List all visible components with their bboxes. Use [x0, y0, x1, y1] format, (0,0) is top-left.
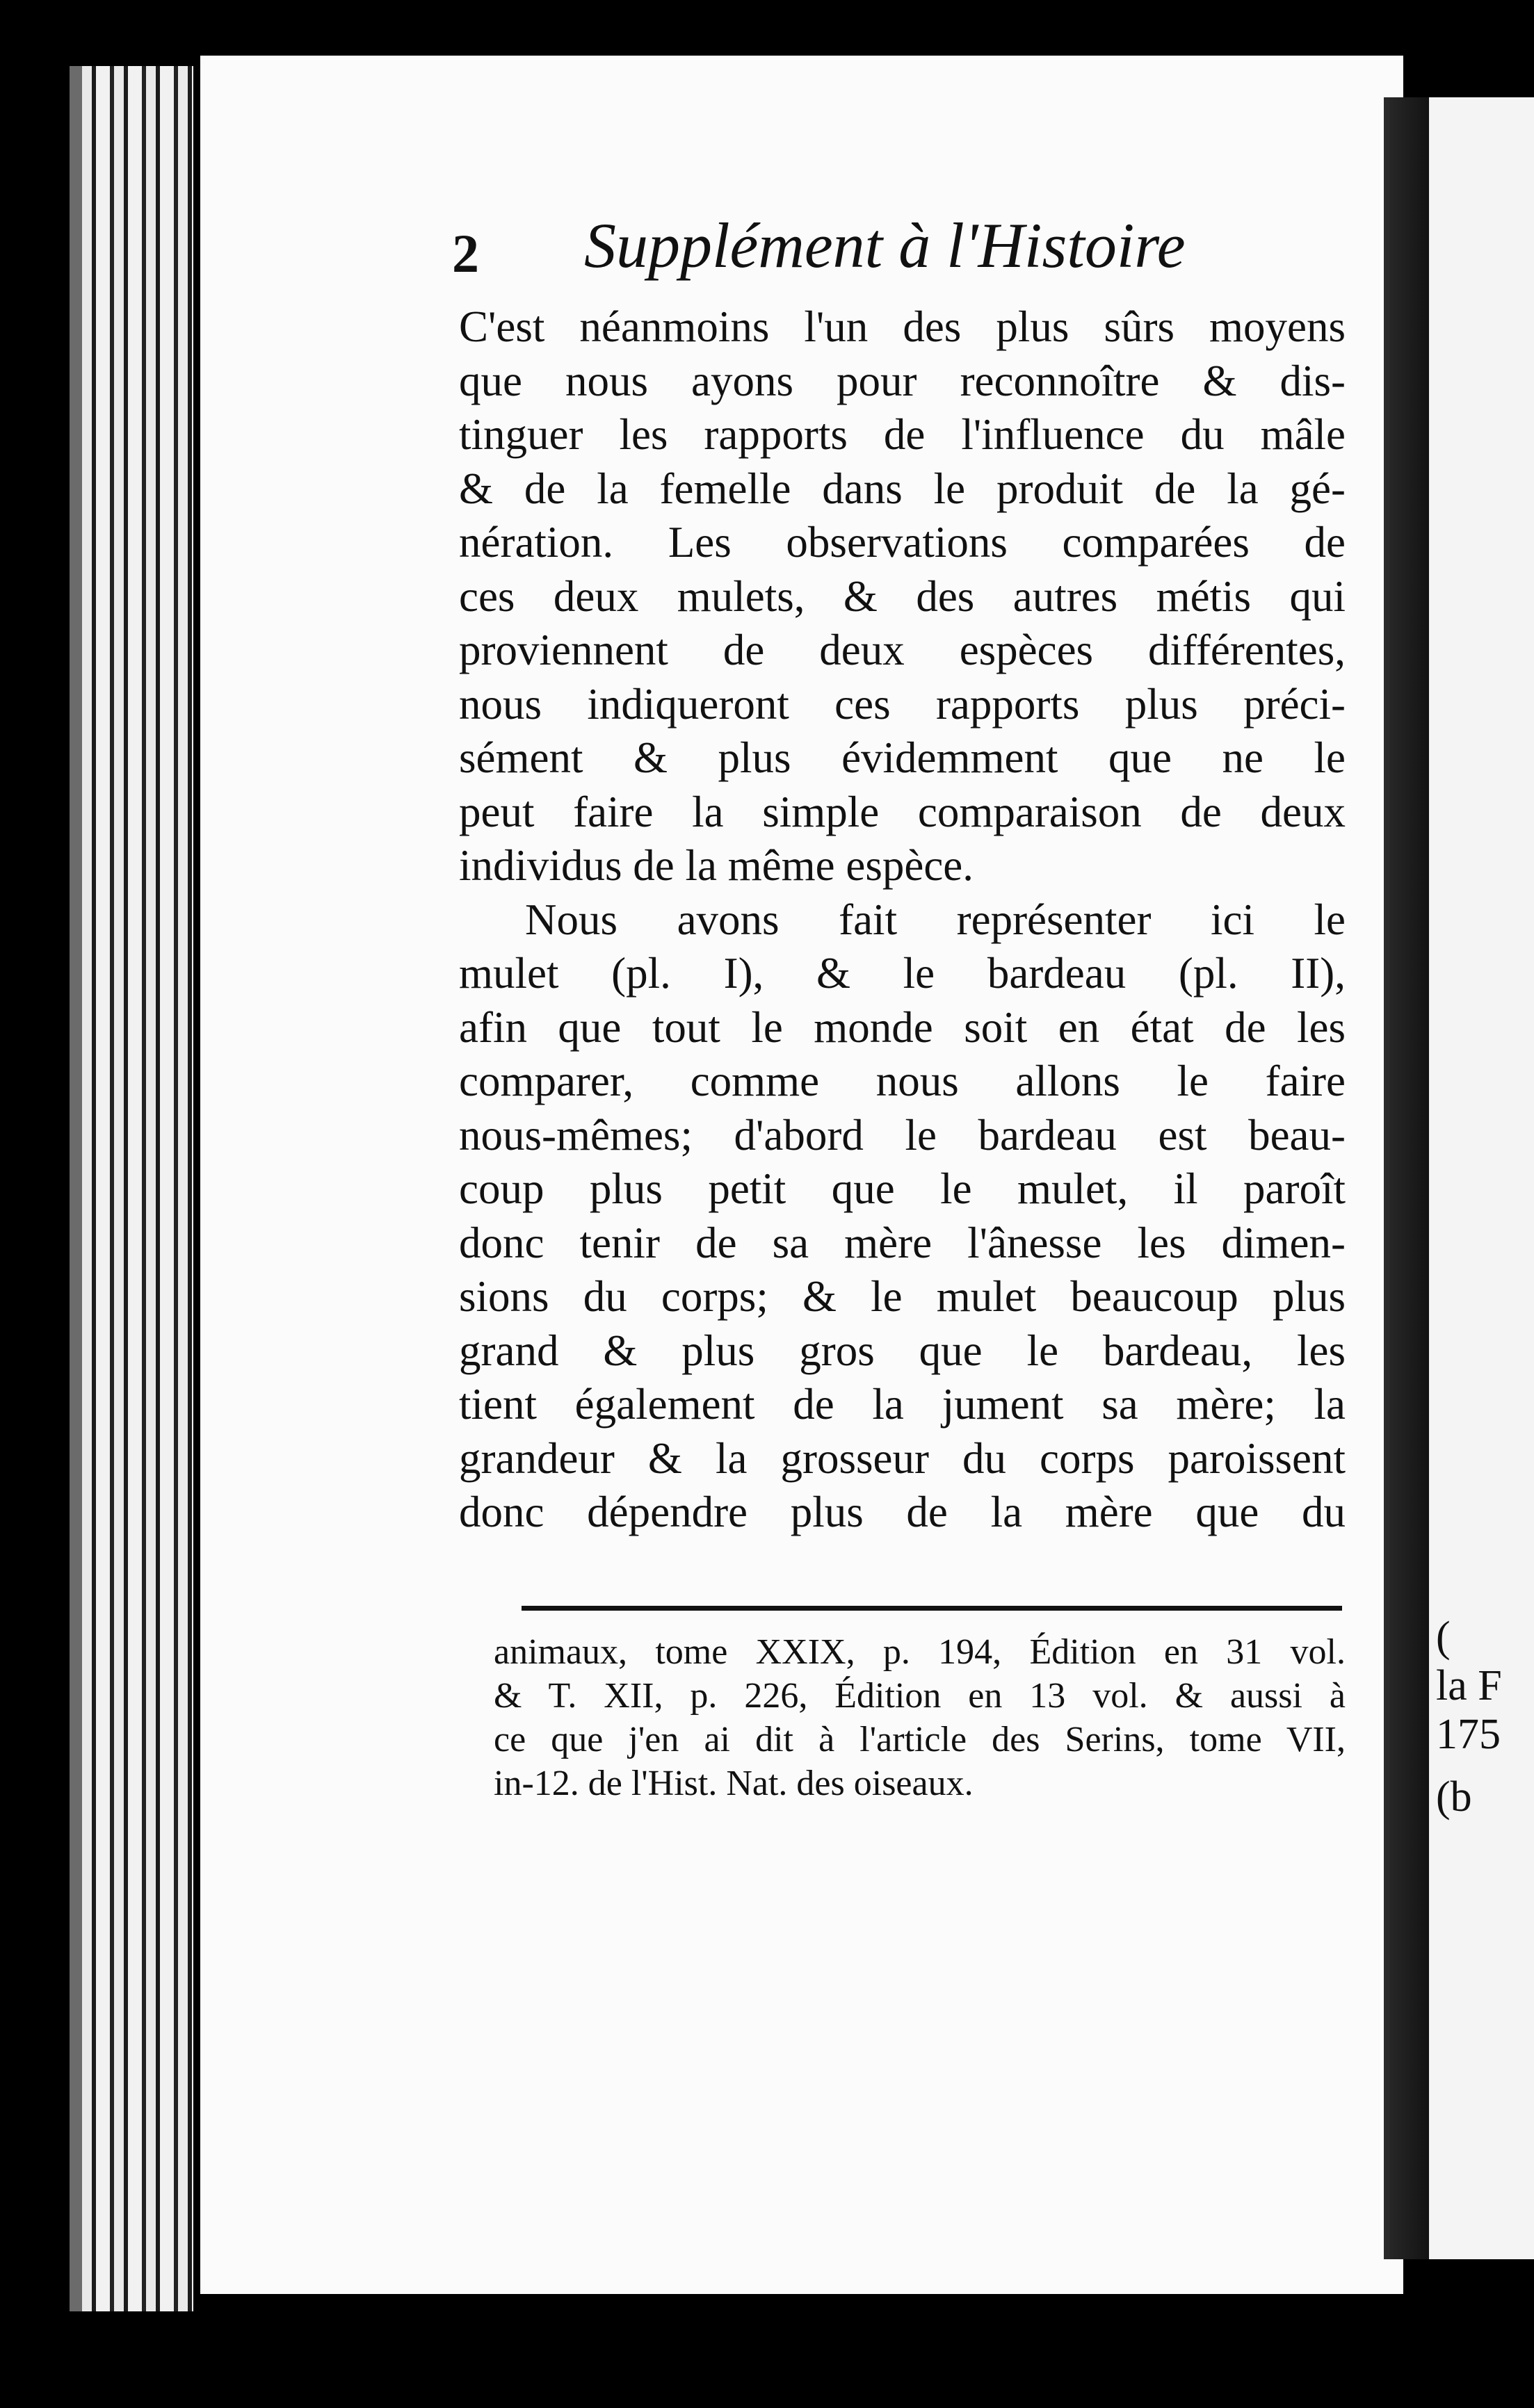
text-line: donc dépendre plus de la mère que du: [459, 1488, 1346, 1536]
page-header: [452, 209, 1356, 299]
text-line: tient également de la jument sa mère; la: [459, 1380, 1346, 1429]
text-line: mulet (pl. I), & le bardeau (pl. II),: [459, 949, 1346, 998]
text-line: sément & plus évidemment que ne le: [459, 733, 1346, 782]
text-line: & de la femelle dans le produit de la gé-: [459, 464, 1346, 513]
facing-page-fragment: la F: [1436, 1662, 1502, 1709]
text-line: individus de la même espèce.: [459, 841, 974, 890]
text-line: sions du corps; & le mulet beaucoup plus: [459, 1272, 1346, 1321]
text-line: grandeur & la grosseur du corps paroissent: [459, 1433, 1346, 1483]
facing-page-fragment: (: [1436, 1613, 1451, 1661]
running-title: Supplément à l'Histoire: [584, 210, 1186, 281]
text-line: coup plus petit que le mulet, il paroît: [459, 1164, 1346, 1213]
text-line: proviennent de deux espèces différentes,: [459, 626, 1346, 674]
text-line: nous indiqueront ces rapports plus préci-: [459, 679, 1346, 729]
text-line: donc tenir de sa mère l'ânesse les dimen-: [459, 1218, 1346, 1267]
text-line: peut faire la simple comparaison de deux: [459, 787, 1346, 836]
text-line: comparer, comme nous allons le faire: [459, 1057, 1346, 1105]
text-line: ces deux mulets, & des autres métis qui: [459, 571, 1346, 621]
text-line: grand & plus gros que le bardeau, les: [459, 1326, 1346, 1375]
body-text: [459, 300, 1346, 1540]
facing-page-fragment: (b: [1436, 1773, 1472, 1821]
text-line: nous-mêmes; d'abord le bardeau est beau-: [459, 1110, 1346, 1160]
footnote: [494, 1630, 1346, 1805]
footnote-line: animaux, tome XXIX, p. 194, Édition en 31 vol.: [494, 1632, 1346, 1672]
text-line: que nous ayons pour reconnoître & dis-: [459, 356, 1346, 405]
footnote-line: & T. XII, p. 226, Édition en 13 vol. & aussi à: [494, 1676, 1346, 1716]
page-stack: [82, 66, 193, 2311]
text-line: nération. Les observations comparées de: [459, 518, 1346, 567]
footnote-rule: [522, 1606, 1342, 1611]
footnote-line: ce que j'en ai dit à l'article des Serins, tome VII,: [494, 1720, 1346, 1759]
text-line: tinguer les rapports de l'influence du mâle: [459, 410, 1346, 459]
facing-page-fragment: 175: [1436, 1711, 1501, 1758]
page-number: 2: [452, 223, 479, 284]
facing-page: [1429, 97, 1534, 2259]
text-line: C'est néanmoins l'un des plus sûrs moyens: [459, 302, 1346, 351]
text-line: Nous avons fait représenter ici le: [525, 895, 1346, 944]
footnote-line: in-12. de l'Hist. Nat. des oiseaux.: [494, 1764, 974, 1803]
text-line: afin que tout le monde soit en état de les: [459, 1002, 1346, 1052]
